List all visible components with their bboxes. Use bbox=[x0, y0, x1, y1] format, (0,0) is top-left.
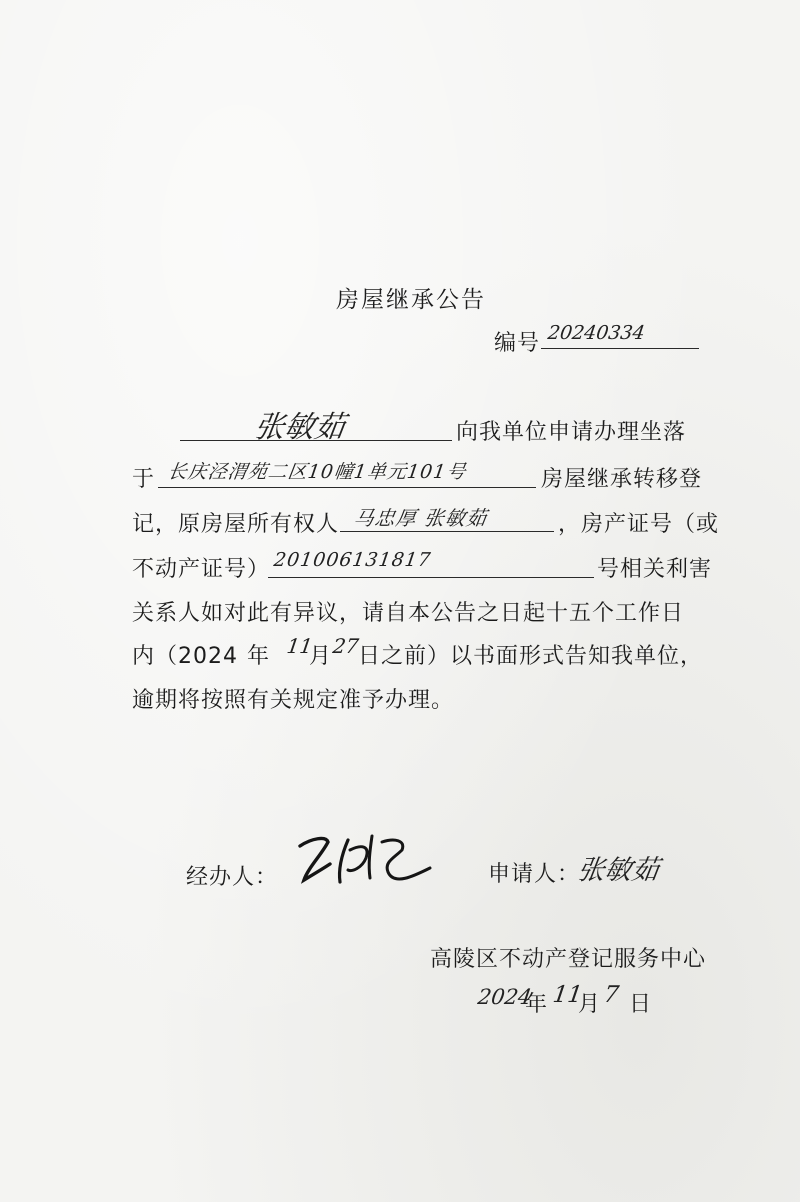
handler-signature bbox=[290, 828, 440, 898]
document-title: 房屋继承公告 bbox=[336, 287, 486, 313]
date-year-label: 年 bbox=[525, 992, 549, 1017]
line6-suffix: 日之前）以书面形式告知我单位， bbox=[358, 644, 704, 669]
date-day-handwritten: 7 bbox=[602, 982, 621, 1008]
date-month-label: 月 bbox=[578, 992, 602, 1017]
line7-text: 逾期将按照有关规定准予办理。 bbox=[132, 688, 455, 713]
deadline-day-handwritten: 27 bbox=[331, 634, 361, 658]
line5-text: 关系人如对此有异议，请自本公告之日起十五个工作日 bbox=[132, 601, 685, 626]
certificate-underline bbox=[268, 577, 594, 578]
line4-prefix: 不动产证号） bbox=[132, 557, 271, 582]
line6-month-label: 月 bbox=[309, 644, 333, 669]
handler-label: 经办人： bbox=[186, 865, 279, 890]
line6-year-label: 年 bbox=[247, 644, 271, 669]
date-month-handwritten: 11 bbox=[551, 982, 585, 1008]
line3-suffix: ，房产证号（或 bbox=[558, 512, 720, 537]
number-value: 20240334 bbox=[546, 322, 647, 344]
number-underline bbox=[541, 348, 699, 349]
location-handwritten: 长庆泾渭苑二区10幢1单元101号 bbox=[166, 461, 468, 483]
location-underline bbox=[158, 487, 536, 488]
line6-prefix: 内（2024 bbox=[132, 644, 238, 669]
applicant-name-handwritten: 张敏茹 bbox=[252, 410, 347, 445]
certificate-number-handwritten: 201006131817 bbox=[272, 549, 433, 571]
original-owners-handwritten: 马忠厚 张敏茹 bbox=[352, 506, 489, 530]
line3-prefix: 记，原房屋所有权人 bbox=[132, 512, 340, 537]
line2-suffix: 房屋继承转移登 bbox=[541, 467, 703, 492]
issuer-name: 高陵区不动产登记服务中心 bbox=[430, 947, 707, 972]
deadline-month-handwritten: 11 bbox=[285, 634, 315, 658]
date-year-handwritten: 2024 bbox=[476, 985, 534, 1009]
number-label: 编号 bbox=[494, 331, 541, 356]
date-day-label: 日 bbox=[629, 992, 653, 1017]
applicant-signature-handwritten: 张敏茹 bbox=[575, 855, 661, 886]
applicant-label: 申请人： bbox=[488, 862, 581, 887]
line1-suffix: 向我单位申请办理坐落 bbox=[456, 420, 687, 445]
owners-underline bbox=[340, 531, 554, 532]
line4-suffix: 号相关利害 bbox=[597, 557, 713, 582]
line2-prefix: 于 bbox=[132, 467, 156, 492]
